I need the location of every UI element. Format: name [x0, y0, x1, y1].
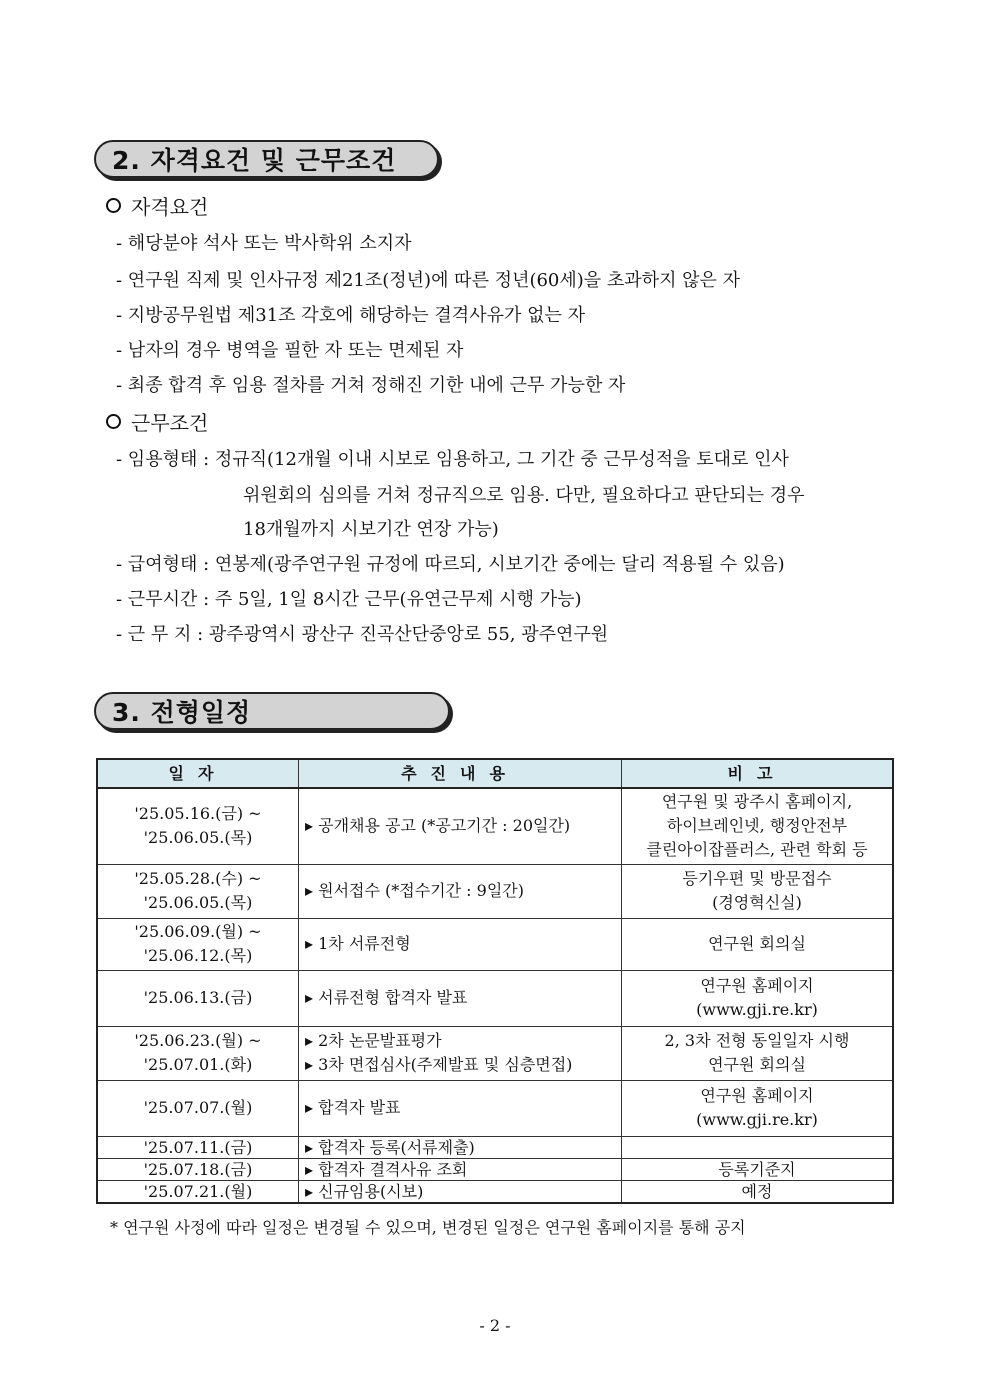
schedule-header-row	[97, 759, 893, 788]
salary-type-line: - 급여형태 : 연봉제(광주연구원 규정에 따르되, 시보기간 중에는 달리 적용될 수 있음)	[116, 554, 785, 575]
work-location-line: - 근 무 지 : 광주광역시 광산구 진곡산단중앙로 55, 광주연구원	[116, 624, 609, 645]
circle-bullet-icon	[106, 198, 121, 213]
row-date: '25.07.11.(금)	[97, 1136, 299, 1158]
table-row	[97, 1158, 893, 1180]
qualification-item: - 최종 합격 후 임용 절차를 거쳐 정해진 기한 내에 근무 가능한 자	[116, 375, 626, 396]
row-note: 연구원 홈페이지 (www.gji.re.kr)	[622, 1080, 894, 1136]
schedule-table	[96, 758, 894, 1204]
row-note: 연구원 및 광주시 홈페이지, 하이브레인넷, 행정안전부 클린아이잡플러스, 관련 학회 등	[622, 788, 894, 864]
table-row	[97, 1080, 893, 1136]
employment-type-continuation: 18개월까지 시보기간 연장 가능)	[243, 519, 499, 540]
section-2-title: 2. 자격요건 및 근무조건	[94, 140, 439, 178]
row-date: '25.07.07.(월)	[97, 1080, 299, 1136]
row-content: ▸ 신규임용(시보)	[299, 1180, 622, 1203]
header-note: 비고	[622, 759, 894, 788]
qualifications-heading	[106, 194, 208, 220]
table-row	[97, 1026, 893, 1080]
header-date: 일자	[97, 759, 299, 788]
employment-type-continuation: 위원회의 심의를 거쳐 정규직으로 임용. 다만, 필요하다고 판단되는 경우	[243, 485, 805, 506]
schedule-footnote: * 연구원 사정에 따라 일정은 변경될 수 있으며, 변경된 일정은 연구원 홈페이지를 통해 공지	[110, 1218, 746, 1237]
row-note: 2, 3차 전형 동일일자 시행 연구원 회의실	[622, 1026, 894, 1080]
employment-type-line: - 임용형태 : 정규직(12개월 이내 시보로 임용하고, 그 기간 중 근무성적을 토대로 인사	[116, 449, 789, 470]
row-date: '25.05.28.(수) ~ '25.06.05.(목)	[97, 864, 299, 918]
table-row	[97, 788, 893, 864]
conditions-heading	[106, 410, 208, 436]
row-date: '25.06.23.(월) ~ '25.07.01.(화)	[97, 1026, 299, 1080]
table-row	[97, 1180, 893, 1203]
qualification-item: - 해당분야 석사 또는 박사학위 소지자	[116, 233, 412, 254]
row-content: ▸ 1차 서류전형	[299, 918, 622, 970]
row-note: 연구원 홈페이지 (www.gji.re.kr)	[622, 970, 894, 1026]
circle-bullet-icon	[106, 414, 121, 429]
conditions-heading-text: 근무조건	[131, 411, 209, 435]
row-note	[622, 1136, 894, 1158]
row-date: '25.06.13.(금)	[97, 970, 299, 1026]
table-row	[97, 1136, 893, 1158]
header-content: 추진내용	[299, 759, 622, 788]
qualification-item: - 지방공무원법 제31조 각호에 해당하는 결격사유가 없는 자	[116, 305, 585, 326]
row-content: ▸ 합격자 결격사유 조회	[299, 1158, 622, 1180]
page-number: - 2 -	[479, 1316, 511, 1335]
row-note: 예정	[622, 1180, 894, 1203]
row-content: ▸ 합격자 발표	[299, 1080, 622, 1136]
table-row	[97, 864, 893, 918]
row-note: 등기우편 및 방문접수 (경영혁신실)	[622, 864, 894, 918]
row-content: ▸ 서류전형 합격자 발표	[299, 970, 622, 1026]
work-hours-line: - 근무시간 : 주 5일, 1일 8시간 근무(유연근무제 시행 가능)	[116, 589, 582, 610]
qualifications-heading-text: 자격요건	[131, 195, 209, 219]
row-content: ▸ 공개채용 공고 (*공고기간 : 20일간)	[299, 788, 622, 864]
row-date: '25.06.09.(월) ~ '25.06.12.(목)	[97, 918, 299, 970]
row-content: ▸ 원서접수 (*접수기간 : 9일간)	[299, 864, 622, 918]
qualification-item: - 연구원 직제 및 인사규정 제21조(정년)에 따른 정년(60세)을 초과하지 않은 자	[116, 270, 741, 291]
row-content: ▸ 합격자 등록(서류제출)	[299, 1136, 622, 1158]
row-date: '25.07.21.(월)	[97, 1180, 299, 1203]
row-note: 연구원 회의실	[622, 918, 894, 970]
section-3-title: 3. 전형일정	[94, 692, 450, 730]
row-note: 등록기준지	[622, 1158, 894, 1180]
row-date: '25.07.18.(금)	[97, 1158, 299, 1180]
table-row	[97, 918, 893, 970]
row-date: '25.05.16.(금) ~ '25.06.05.(목)	[97, 788, 299, 864]
table-row	[97, 970, 893, 1026]
row-content: ▸ 2차 논문발표평가 ▸ 3차 면접심사(주제발표 및 심층면접)	[299, 1026, 622, 1080]
qualification-item: - 남자의 경우 병역을 필한 자 또는 면제된 자	[116, 340, 464, 361]
